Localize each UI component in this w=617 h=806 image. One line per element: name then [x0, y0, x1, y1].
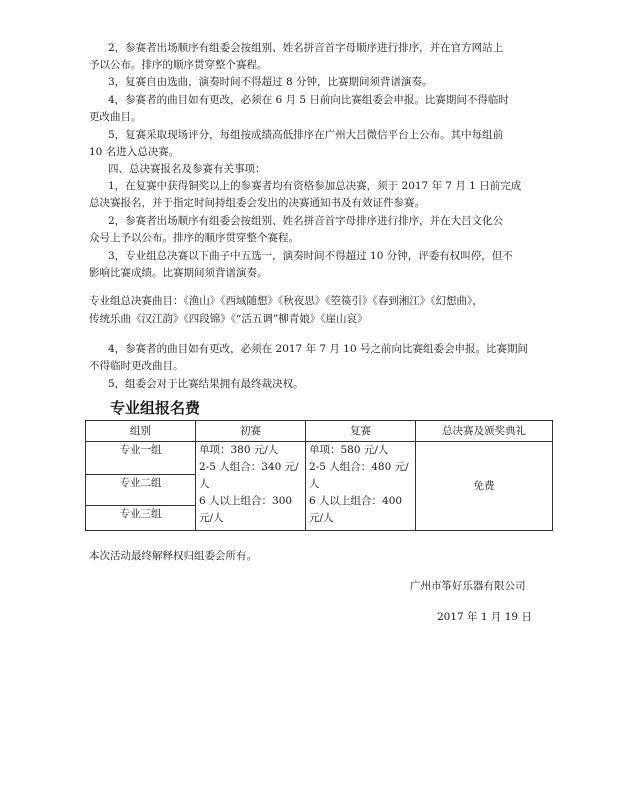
fee-line: 单项：380 元/人 [199, 444, 279, 456]
paragraph-line: 3，复赛自由选曲，演奏时间不得超过 8 分钟，比赛期间须背谱演奏。 [108, 76, 433, 88]
paragraph-line: 2，参赛者出场顺序有组委会按组别、姓名拼音首字母排序进行排序，并在大吕文化公 [108, 215, 504, 227]
closing-note: 本次活动最终解释权归组委会所有。 [89, 550, 257, 562]
semifinal-fee-cell [306, 442, 416, 531]
fee-line: 单项：580 元/人 [309, 444, 389, 456]
column-header-group: 组别 [86, 421, 196, 442]
paragraph-line: 1，在复赛中获得铜奖以上的参赛者均有资格参加总决赛，须于 2017 年 7 月 1 日前完成 [108, 180, 522, 192]
repertoire-line: 专业组总决赛曲目：《渔山》《西域随想》《秋夜思》《箜篌引》《春到湘江》《幻想曲》， [89, 295, 483, 307]
section-heading: 四、总决赛报名及参赛有关事项： [108, 163, 266, 175]
paragraph-line: 更改曲目。 [89, 111, 142, 123]
paragraph-line: 影响比赛成绩。比赛期间须背谱演奏。 [89, 267, 268, 279]
fee-line: 2-5 人组合：340 元/ [199, 461, 299, 473]
table-header-row [86, 421, 553, 442]
fee-line: 人 [309, 478, 320, 490]
paragraph-line: 4，参赛者的曲目如有更改，必须在 6 月 5 日前向比赛组委会申报。比赛期间不得临时 [108, 94, 509, 106]
fee-line: 6 人以上组合：400 [309, 495, 403, 507]
fee-table [85, 420, 553, 531]
fee-line: 人 [199, 478, 210, 490]
fee-line: 元/人 [199, 512, 224, 524]
group-cell: 专业三组 [86, 506, 196, 531]
fee-line: 2-5 人组合：480 元/ [309, 461, 409, 473]
fee-line: 元/人 [309, 512, 334, 524]
paragraph-line: 总决赛报名，并于指定时间持组委会发出的决赛通知书及有效证件参赛。 [89, 197, 425, 209]
final-fee-cell: 免费 [416, 442, 553, 531]
preliminary-fee-cell [196, 442, 306, 531]
fee-section-title: 专业组报名费 [110, 399, 201, 417]
group-cell: 专业一组 [86, 442, 196, 475]
paragraph-line: 2，参赛者出场顺序有组委会按组别、姓名拼音首字母顺序进行排序，并在官方网站上 [108, 42, 504, 54]
paragraph-line: 10 名进入总决赛。 [89, 146, 180, 158]
repertoire-line: 传统乐曲《汉江韵》《四段锦》《“活五调”柳青娘》《崖山哀》 [89, 313, 368, 325]
paragraph-line: 5，组委会对于比赛结果拥有最终裁决权。 [108, 378, 304, 390]
paragraph-line: 予以公布。排序的顺序贯穿整个赛程。 [89, 59, 268, 71]
paragraph-line: 4，参赛者的曲目如有更改，必须在 2017 年 7 月 10 号之前向比赛组委会申报。比赛期间 [108, 343, 528, 355]
column-header-final: 总决赛及颁奖典礼 [416, 421, 553, 442]
table-row [86, 442, 553, 475]
document-date: 2017 年 1 月 19 日 [437, 611, 532, 623]
paragraph-line: 不得临时更改曲目。 [89, 360, 184, 372]
column-header-preliminary: 初赛 [196, 421, 306, 442]
group-cell: 专业二组 [86, 475, 196, 506]
paragraph-line: 3，专业组总决赛以下曲子中五选一，演奏时间不得超过 10 分钟，评委有权叫停，但不 [108, 250, 513, 262]
paragraph-line: 5，复赛采取现场评分，每组按成绩高低排序在广州大吕微信平台上公布。其中每组前 [108, 129, 504, 141]
column-header-semifinal: 复赛 [306, 421, 416, 442]
paragraph-line: 众号上予以公布。排序的顺序贯穿整个赛程。 [89, 232, 299, 244]
company-signature: 广州市筝好乐器有限公司 [410, 580, 526, 592]
fee-line: 6 人以上组合：300 [199, 495, 293, 507]
